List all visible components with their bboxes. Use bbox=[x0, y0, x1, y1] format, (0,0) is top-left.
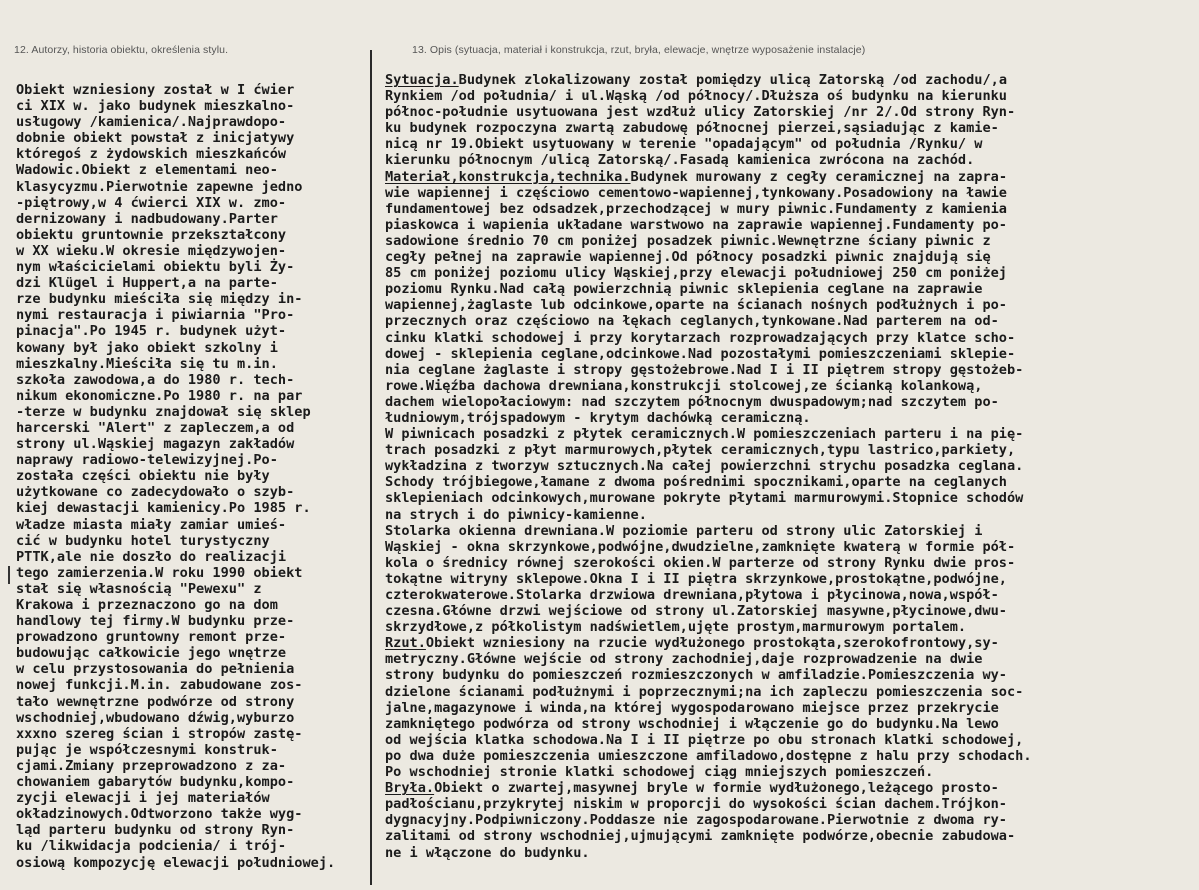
description-text: kola o średnicy równej szerokości okien.W parterze od strony Rynku dwie pros- bbox=[385, 554, 1016, 571]
description-text-line bbox=[385, 136, 1191, 152]
description-text-line bbox=[385, 474, 1191, 490]
description-text: północ-południe usytuowana jest wzdłuż ulicy Zatorskiej /nr 2/.Od strony Ryn- bbox=[385, 104, 1016, 121]
description-text-line bbox=[385, 523, 1191, 539]
description-text: Budynek murowany z cegły ceramicznej na zapra- bbox=[630, 168, 1008, 185]
column-divider bbox=[370, 50, 372, 885]
description-text-line bbox=[385, 748, 1191, 764]
section-13-header: 13. Opis (sytuacja, materiał i konstrukcja, rzut, bryła, elewacje, wnętrze wyposażenie instalacje) bbox=[412, 44, 866, 56]
history-text-line: Krakowa i przeznaczono go na dom bbox=[16, 597, 278, 613]
description-text: cinku klatki schodowej i przy korytarzach rozprowadzających przy klatce scho- bbox=[385, 329, 1016, 346]
history-text-line: została części obiektu nie były bbox=[16, 468, 270, 485]
history-text-line: dzi Klügel i Huppert,a na parte- bbox=[16, 275, 278, 292]
history-text-line: szkoła zawodowa,a do 1980 r. tech- bbox=[16, 371, 295, 388]
history-text-line: wschodniej,wbudowano dźwig,wyburzo bbox=[16, 709, 295, 726]
history-text-line: pując je współczesnymi konstruk- bbox=[16, 741, 278, 758]
history-text-line: klasycyzmu.Pierwotnie zapewne jedno bbox=[16, 178, 303, 195]
description-text-line bbox=[385, 104, 1191, 120]
description-text: zalitami od strony wschodniej,ujmującymi zamknięte podwórze,obecnie zabudowa- bbox=[385, 828, 1016, 845]
description-text-line bbox=[385, 555, 1191, 571]
description-text: dzielone ścianami podłużnymi i poprzecznymi;na ich zapleczu pomieszczenia soc- bbox=[385, 683, 1024, 700]
description-text: nia ceglane żaglaste i stropy gęstożebrowe.Nad I i II piętrem stropy gęstożeb- bbox=[385, 361, 1024, 378]
history-text-line: kiej dewastacji kamienicy.Po 1985 r. bbox=[16, 500, 311, 517]
description-text: Budynek zlokalizowany został pomiędzy ulicą Zatorską /od zachodu/,a bbox=[458, 72, 1008, 88]
history-text-line: cjami.Zmiany przeprowadzono z za- bbox=[16, 757, 287, 774]
history-text-line: władze miasta miały zamiar umieś- bbox=[16, 516, 287, 533]
description-text: na strych i do piwnicy-kamienne. bbox=[385, 506, 647, 523]
description-text: rowe.Więźba dachowa drewniana,konstrukcji stolcowej,ze ścianką kolankową, bbox=[385, 377, 983, 394]
history-text-line: zycji elewacji i jej materiałów bbox=[16, 790, 270, 807]
description-text-line bbox=[385, 442, 1191, 458]
description-text: sadowione średnio 70 cm poniżej posadzek piwnic.Wewnętrzne ściany piwnic z bbox=[385, 232, 991, 249]
description-text: fundamentowej bez odsadzek,przechodzącej w mury piwnic.Fundamenty z kamienia bbox=[385, 200, 1007, 217]
description-text: piaskowca i wapienia układane warstwowo na zaprawie wapiennej.Fundamenty po- bbox=[385, 216, 1007, 233]
description-text-line bbox=[385, 169, 1191, 185]
description-text: dowej - sklepienia ceglane,odcinkowe.Nad pozostałymi pomieszczeniami sklepie- bbox=[385, 345, 1016, 362]
history-text-line: w XX wieku.W okresie międzywojen- bbox=[16, 242, 287, 259]
description-text: dygnacyjny.Podpiwniczony.Poddasze nie zagospodarowane.Pierwotnie z dwoma ry- bbox=[385, 812, 1007, 829]
history-text-line: nym właścicielami obiektu byli Ży- bbox=[16, 259, 295, 276]
margin-mark bbox=[8, 566, 10, 584]
description-text: skrzydłowe,z półkolistym nadświetlem,ujęte prostym,marmurowym portalem. bbox=[385, 619, 967, 636]
history-text-line: PTTK,ale nie doszło do realizacji bbox=[16, 548, 287, 565]
description-text: dachem wielopołaciowym: nad szczytem północnym dwuspadowym;nad szczytem po- bbox=[385, 393, 999, 410]
description-text-line bbox=[385, 394, 1191, 410]
description-text: wie wapiennej i częściowo cementowo-wapiennej,tynkowany.Posadowiony na ławie bbox=[385, 184, 1007, 201]
description-text-line bbox=[385, 812, 1191, 828]
description-text: tokątne witryny sklepowe.Okna I i II piętra skrzynkowe,prostokątne,podwójne, bbox=[385, 570, 1007, 587]
history-text-line: stał się własnością "Pewexu" z bbox=[16, 580, 262, 597]
description-text: od wejścia klatka schodowa.Na I i II piętrze po obu stronach klatki schodowej, bbox=[385, 731, 1024, 748]
description-text: Obiekt o zwartej,masywnej bryle w formie wydłużonego,leżącego prosto- bbox=[434, 780, 999, 797]
description-text-line bbox=[385, 362, 1191, 378]
history-text-line: w celu przystosowania do pełnienia bbox=[16, 661, 295, 678]
history-text-line: harcerski "Alert" z zapleczem,a od bbox=[16, 419, 295, 436]
history-text-line: rze budynku mieściła się między in- bbox=[16, 291, 303, 308]
history-text-line: strony ul.Wąskiej magazyn zakładów bbox=[16, 436, 295, 453]
description-text: nicą nr 19.Obiekt usytuowany w terenie "opadającym" od południa /Rynku/ w bbox=[385, 136, 983, 153]
section-heading: Rzut. bbox=[385, 635, 426, 652]
description-text-line bbox=[385, 603, 1191, 619]
history-text-line: usługowy /kamienica/.Najprawdopo- bbox=[16, 114, 287, 131]
description-text-line bbox=[385, 458, 1191, 474]
description-text-line bbox=[385, 426, 1191, 442]
description-text-line bbox=[385, 410, 1191, 426]
history-text-line: ku /likwidacja podcienia/ i trój- bbox=[16, 838, 287, 855]
description-text-line bbox=[385, 732, 1191, 748]
description-text-line bbox=[385, 587, 1191, 603]
history-text-line: naprawy radiowo-telewizyjnej.Po- bbox=[16, 452, 278, 469]
description-text-line bbox=[385, 233, 1191, 249]
description-text-line bbox=[385, 152, 1191, 168]
description-text-line bbox=[385, 716, 1191, 732]
description-text-line bbox=[385, 651, 1191, 667]
description-text-line bbox=[385, 281, 1191, 297]
history-text-line: dobnie obiekt powstał z inicjatywy bbox=[16, 130, 295, 147]
description-text-line bbox=[385, 185, 1191, 201]
history-text-line: budowując całkowicie jego wnętrze bbox=[16, 645, 287, 662]
description-text-line bbox=[385, 313, 1191, 329]
description-text-line bbox=[385, 684, 1191, 700]
history-text-line: Obiekt wzniesiony został w I ćwier bbox=[16, 82, 295, 98]
history-text-line: dernizowany i nadbudowany.Parter bbox=[16, 210, 278, 227]
description-text: sklepieniach odcinkowych,murowane pokryte płytami marmurowymi.Stopnice schodów bbox=[385, 490, 1024, 507]
description-text: metryczny.Główne wejście od strony zachodniej,daje rozprowadzenie na dwie bbox=[385, 651, 983, 668]
history-text-line: osiową kompozycję elewacji południowej. bbox=[16, 854, 336, 871]
history-text-line: cić w budynku hotel turystyczny bbox=[16, 532, 270, 549]
description-text-line bbox=[385, 88, 1191, 104]
history-text-line: ląd parteru budynku od strony Ryn- bbox=[16, 822, 295, 839]
description-text: Obiekt wzniesiony na rzucie wydłużonego prostokąta,szerokofrontowy,sy- bbox=[425, 635, 999, 652]
description-text-line bbox=[385, 539, 1191, 555]
history-text-line: kowany był jako obiekt szkolny i bbox=[16, 339, 278, 356]
description-text: kierunku północnym /ulicą Zatorską/.Fasadą kamienica zwrócona na zachód. bbox=[385, 152, 975, 169]
history-text-line: chowaniem gabarytów budynku,kompo- bbox=[16, 774, 295, 791]
description-text: Schody trójbiegowe,łamane z dwoma pośrednimi spocznikami,oparte na ceglanych bbox=[385, 474, 1007, 491]
description-text-line bbox=[385, 635, 1191, 651]
description-text: W piwnicach posadzki z płytek ceramicznych.W pomieszczeniach parteru i na pię- bbox=[385, 426, 1024, 443]
section-12-header: 12. Autorzy, historia obiektu, określenia stylu. bbox=[14, 44, 229, 56]
history-text-line: któregoś z żydowskich mieszkańców bbox=[16, 146, 287, 163]
description-text-line bbox=[385, 346, 1191, 362]
description-text: Wąskiej - okna skrzynkowe,podwójne,dwudzielne,zamknięte kwaterą w formie pół- bbox=[385, 538, 1016, 555]
description-text-line bbox=[385, 201, 1191, 217]
history-text-line: ci XIX w. jako budynek mieszkalno- bbox=[16, 98, 295, 115]
description-text-line bbox=[385, 378, 1191, 394]
description-text: wykładzina z tworzyw sztucznych.Na całej powierzchni strychu posadzka ceglana. bbox=[385, 458, 1024, 475]
history-text-line: użytkowane co zadecydowało o szyb- bbox=[16, 484, 295, 501]
history-text-line: nikum ekonomiczne.Po 1980 r. na par bbox=[16, 387, 303, 404]
history-column bbox=[16, 82, 368, 871]
description-text-line bbox=[385, 845, 1191, 861]
history-text-line: -terze w budynku znajdował się sklep bbox=[16, 403, 311, 420]
description-text: czesna.Główne drzwi wejściowe od strony ul.Zatorskiej masywne,płycinowe,dwu- bbox=[385, 603, 1007, 620]
description-text-line bbox=[385, 297, 1191, 313]
description-text: jalne,magazynowe i winda,na której wygospodarowano miejsce przez przekrycie bbox=[385, 699, 999, 716]
description-text: poziomu Rynku.Nad całą powierzchnią piwnic sklepienia ceglane na zaprawie bbox=[385, 281, 983, 298]
description-text-line bbox=[385, 764, 1191, 780]
description-text: Rynkiem /od południa/ i ul.Wąską /od północy/.Dłuższa oś budynku na kierunku bbox=[385, 88, 1007, 105]
description-text: cegły pełnej na zaprawie wapiennej.Od północy posadzki piwnic znajdują się bbox=[385, 249, 991, 266]
description-text: ne i włączone do budynku. bbox=[385, 844, 590, 861]
section-heading: Bryła. bbox=[385, 780, 435, 797]
description-text-line bbox=[385, 619, 1191, 635]
description-text: czterokwaterowe.Stolarka drzwiowa drewniana,płytowa i płycinowa,nowa,współ- bbox=[385, 587, 999, 603]
description-text: 85 cm poniżej poziomu ulicy Wąskiej,przy elewacji południowej 250 cm poniżej bbox=[385, 265, 1007, 282]
description-text: Po wschodniej stronie klatki schodowej ciąg mniejszych pomieszczeń. bbox=[385, 764, 934, 781]
description-text-line bbox=[385, 120, 1191, 136]
description-text-line bbox=[385, 72, 1191, 88]
history-text-line: okładzinowych.Odtworzono także wyg- bbox=[16, 806, 303, 823]
history-text-line: xxxno szereg ścian i stropów zastę- bbox=[16, 725, 303, 742]
section-heading: Materiał,konstrukcja,technika. bbox=[385, 168, 631, 185]
description-text: trach posadzki z płyt marmurowych,płytek ceramicznych,typu lastrico,parkiety, bbox=[385, 442, 1016, 459]
history-text-line: handlowy tej firmy.W budynku prze- bbox=[16, 613, 295, 630]
description-text-line bbox=[385, 571, 1191, 587]
history-text-line: prowadzono gruntowny remont prze- bbox=[16, 629, 287, 646]
description-text-line bbox=[385, 265, 1191, 281]
description-text: padłościanu,przykrytej niskim w proporcji do wysokości ścian dachem.Trójkon- bbox=[385, 796, 1007, 813]
description-text-line bbox=[385, 330, 1191, 346]
description-text-line bbox=[385, 780, 1191, 796]
description-column bbox=[385, 72, 1191, 861]
description-text-line bbox=[385, 828, 1191, 844]
description-text: łudniowym,trójspadowym - krytym dachówką ceramiczną. bbox=[385, 409, 811, 426]
description-text-line bbox=[385, 796, 1191, 812]
history-text-line: mieszkalny.Mieściła się tu m.in. bbox=[16, 355, 278, 372]
history-text-line: nymi restauracja i piwiarnia "Pro- bbox=[16, 307, 295, 324]
history-text-line: tało wewnętrzne podwórze od strony bbox=[16, 693, 295, 710]
history-text-line: nowej funkcji.M.in. zabudowane zos- bbox=[16, 677, 303, 694]
description-text: ku budynek rozpoczyna zwartą zabudowę północnej pierzei,sąsiadując z kamie- bbox=[385, 120, 999, 137]
history-text-line: Wadowic.Obiekt z elementami neo- bbox=[16, 162, 278, 179]
description-text-line bbox=[385, 490, 1191, 506]
description-text-line bbox=[385, 507, 1191, 523]
history-text-line: -piętrowy,w 4 ćwierci XIX w. zmo- bbox=[16, 194, 287, 211]
section-heading: Sytuacja. bbox=[385, 72, 459, 88]
history-text-line: obiektu gruntownie przekształcony bbox=[16, 226, 287, 243]
history-text-line: pinacja".Po 1945 r. budynek użyt- bbox=[16, 323, 287, 340]
description-text: strony budynku do pomieszczeń rozmieszczonych w amfiladzie.Pomieszczenia wy- bbox=[385, 667, 1007, 684]
description-text-line bbox=[385, 700, 1191, 716]
description-text: wapiennej,żaglaste lub odcinkowe,oparte na ścianach nośnych podłużnych i po- bbox=[385, 297, 1007, 314]
description-text: Stolarka okienna drewniana.W poziomie parteru od strony ulic Zatorskiej i bbox=[385, 522, 983, 539]
description-text-line bbox=[385, 217, 1191, 233]
description-text-line bbox=[385, 249, 1191, 265]
description-text: przecznych oraz częściowo na łękach ceglanych,tynkowane.Nad parterem na od- bbox=[385, 313, 999, 330]
description-text: zamkniętego podwórza od strony wschodniej i włączenie go do budynku.Na lewo bbox=[385, 715, 999, 732]
description-text-line bbox=[385, 667, 1191, 683]
description-text: po dwa duże pomieszczenia umieszczone amfiladowo,dostępne z halu przy schodach. bbox=[385, 747, 1032, 764]
history-text-line: tego zamierzenia.W roku 1990 obiekt bbox=[16, 564, 303, 581]
